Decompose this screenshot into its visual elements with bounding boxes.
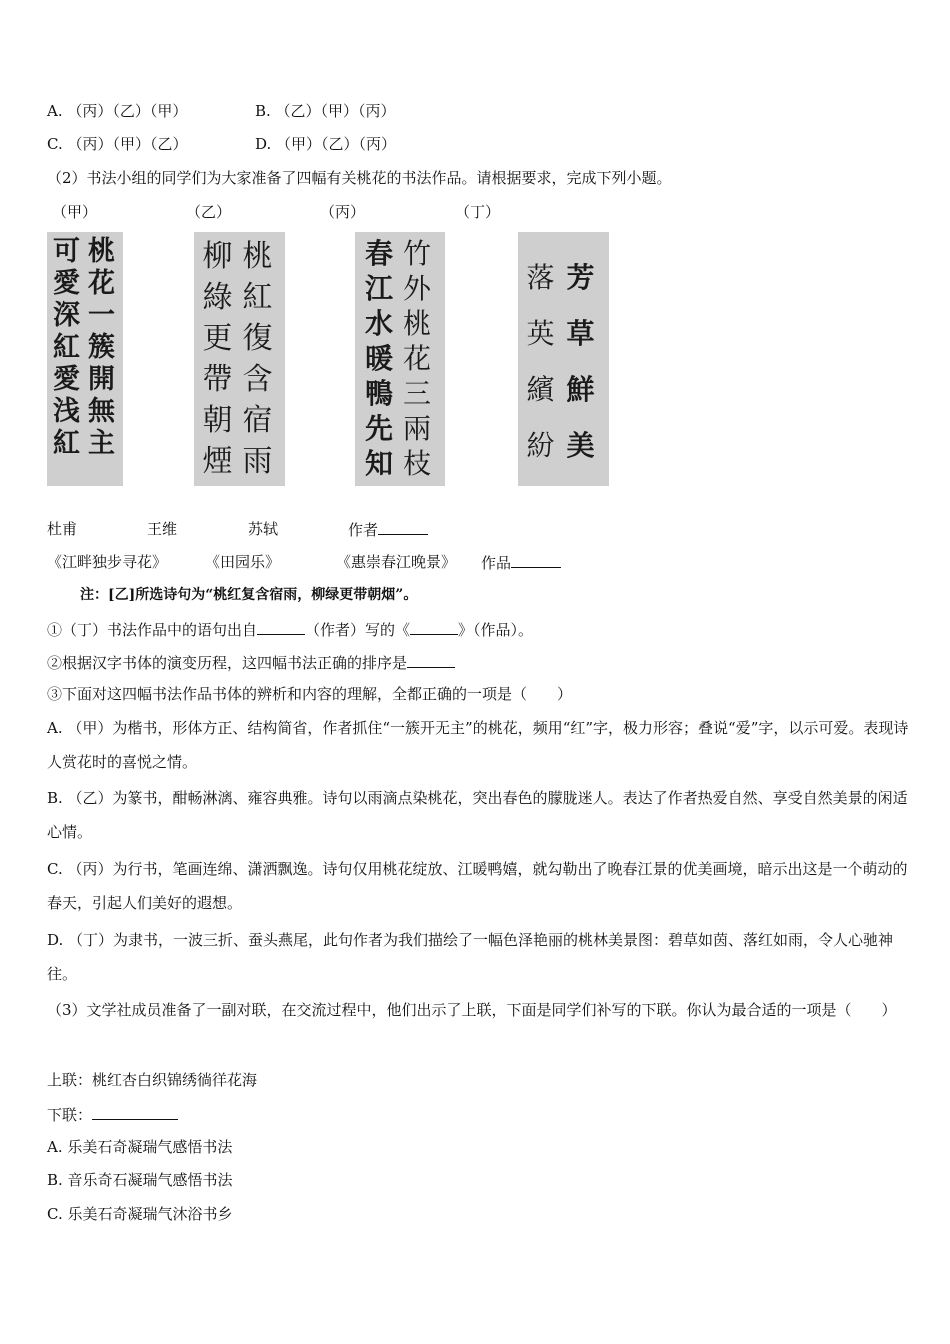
- subquestion-1-author-blank[interactable]: [257, 618, 305, 635]
- work-blank-row: [481, 551, 561, 573]
- q3-option-a: A. （甲）为楷书，形体方正、结构简省，作者抓住“一簇开无主”的桃花，频用“红”字，极力形容；叠说“爱”字，以示可爱。表现诗人赏花时的喜悦之情。: [47, 719, 909, 771]
- subquestion-1-part-3: 》（作品）。: [458, 621, 534, 639]
- work-2: 《田园乐》: [205, 553, 281, 571]
- subquestion-2-text: ②根据汉字书体的演变历程，这四幅书法正确的排序是: [47, 654, 408, 672]
- couplet-option-b: B. 音乐奇石凝瑞气感悟书法: [47, 1171, 233, 1189]
- calligraphy-bing: [355, 232, 445, 486]
- calligraphy-jia-col-right: 桃花一簇開無主: [88, 236, 115, 459]
- work-label: 作品: [481, 554, 512, 572]
- calligraphy-jia-col-left: 可愛深紅愛浅紅: [53, 236, 80, 459]
- question-3-intro: （3）文学社成员准备了一副对联，在交流过程中，他们出示了上联，下面是同学们补写的下联。你认为最合适的一项是（ ）: [47, 1001, 897, 1019]
- author-dufu: 杜甫: [47, 520, 78, 538]
- subquestion-1-part-2: （作者）写的《: [305, 621, 411, 639]
- work-1: 《江畔独步寻花》: [47, 553, 168, 571]
- option-a: A. （丙）（乙）（甲）: [47, 102, 188, 120]
- question-2-intro: （2）书法小组的同学们为大家准备了四幅有关桃花的书法作品。请根据要求，完成下列小题。: [47, 169, 672, 187]
- calligraphy-yi-col-left: 柳綠更帶朝煙: [202, 239, 233, 479]
- calligraphy-jia: [47, 232, 123, 486]
- panel-label-ding: （丁）: [455, 203, 501, 221]
- calligraphy-bing-col-left: 春江水暖鴨先知: [365, 237, 394, 480]
- couplet-lower-row: [47, 1103, 178, 1125]
- calligraphy-yi: [194, 232, 285, 486]
- panel-label-bing: （丙）: [320, 203, 366, 221]
- panel-label-jia: （甲）: [52, 203, 98, 221]
- subquestion-2-blank[interactable]: [407, 651, 455, 668]
- subquestion-1-work-blank[interactable]: [410, 618, 458, 635]
- author-label: 作者: [348, 521, 379, 539]
- q3-option-d: D. （丁）为隶书，一波三折、蚕头燕尾，此句作者为我们描绘了一幅色泽艳丽的桃林美景图：碧草如茵、落红如雨，令人心驰神往。: [47, 931, 894, 983]
- option-c: C. （丙）（甲）（乙）: [47, 135, 188, 153]
- calligraphy-ding-col-left: 落英繽紛: [526, 261, 555, 462]
- q3-option-b: B. （乙）为篆书，酣畅淋漓、雍容典雅。诗句以雨滴点染桃花，突出春色的朦胧迷人。表达了作者热爱自然、享受自然美景的闲适心情。: [47, 789, 908, 841]
- panel-label-yi: （乙）: [186, 203, 232, 221]
- calligraphy-yi-col-right: 桃紅復含宿雨: [242, 239, 273, 479]
- author-wangwei: 王维: [147, 520, 178, 538]
- option-d: D. （甲）（乙）（丙）: [255, 135, 397, 153]
- couplet-lower-label: 下联：: [47, 1106, 93, 1124]
- couplet-option-a: A. 乐美石奇凝瑞气感悟书法: [47, 1138, 233, 1156]
- note: 注：[乙]所选诗句为“桃红复含宿雨，柳绿更带朝烟”。: [80, 587, 418, 603]
- options-row-1: [47, 101, 396, 121]
- subquestion-3: ③下面对这四幅书法作品书体的辨析和内容的理解，全都正确的一项是（ ）: [47, 685, 573, 703]
- work-3: 《惠崇春江晚景》: [336, 553, 457, 571]
- work-blank[interactable]: [511, 551, 561, 568]
- options-row-2: [47, 134, 396, 154]
- calligraphy-ding: [518, 232, 609, 486]
- calligraphy-bing-col-right: 竹外桃花三兩枝: [403, 237, 432, 480]
- couplet-upper: 上联：桃红杏白织锦绣徜徉花海: [47, 1071, 258, 1089]
- author-blank-row: [348, 518, 428, 540]
- author-blank[interactable]: [378, 518, 428, 535]
- option-b: B. （乙）（甲）（丙）: [255, 102, 396, 120]
- subquestion-1: [47, 618, 533, 640]
- couplet-option-c: C. 乐美石奇凝瑞气沐浴书乡: [47, 1205, 233, 1223]
- author-sushi: 苏轼: [248, 520, 279, 538]
- couplet-lower-blank[interactable]: [92, 1103, 178, 1120]
- subquestion-2: [47, 651, 455, 673]
- calligraphy-ding-col-right: 芳草鮮美: [566, 261, 595, 462]
- q3-option-c: C. （丙）为行书，笔画连绵、潇洒飘逸。诗句仅用桃花绽放、江暖鸭嬉，就勾勒出了晚春江景的优美画境，暗示出这是一个萌动的春天，引起人们美好的遐想。: [47, 860, 908, 912]
- subquestion-1-part-1: ①（丁）书法作品中的语句出自: [47, 621, 258, 639]
